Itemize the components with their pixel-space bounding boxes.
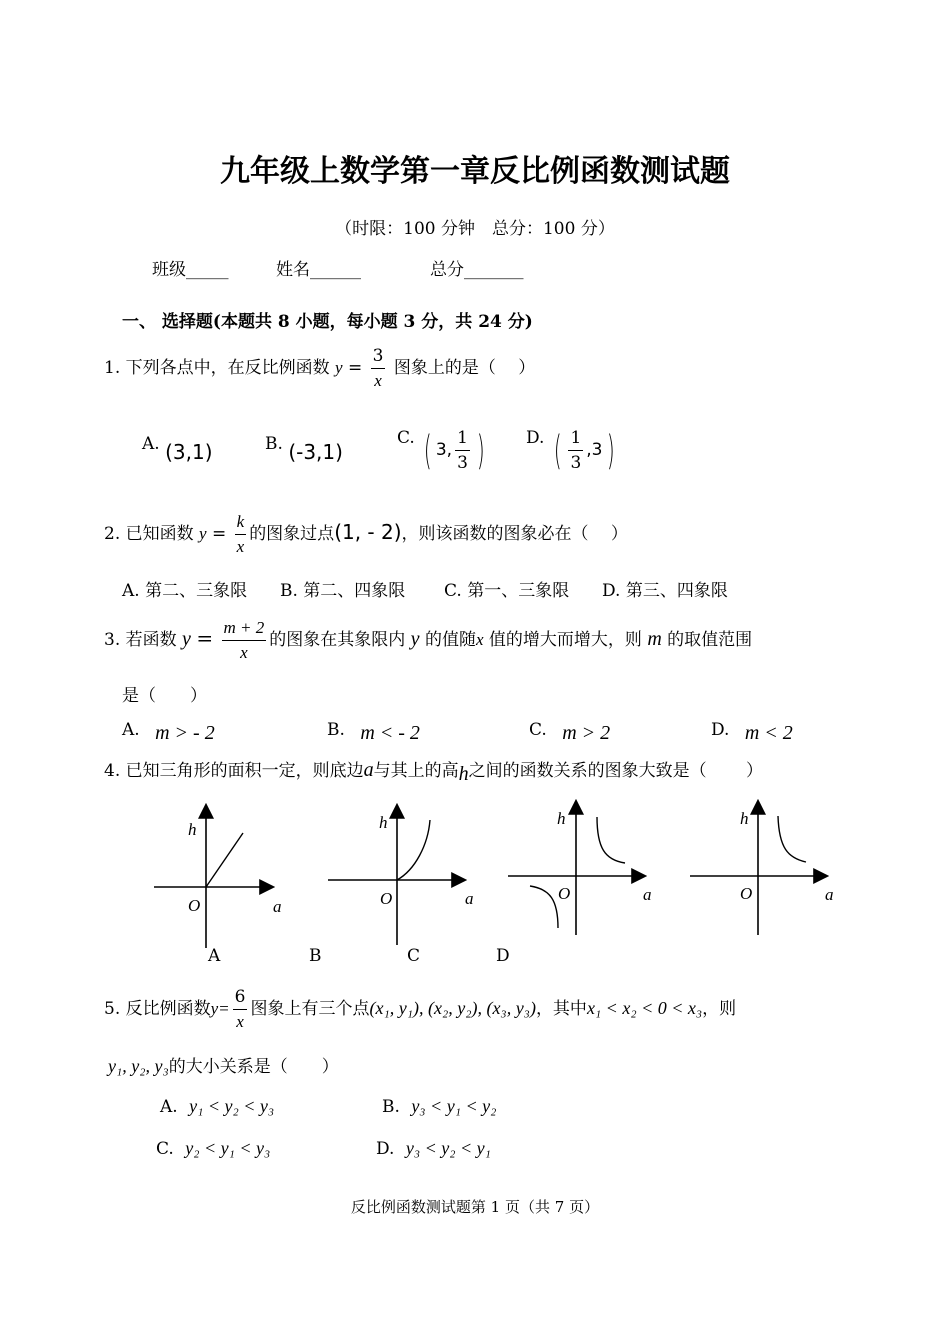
q3-func-y: y [182, 628, 191, 650]
q1-option-c-content: 3, [435, 440, 453, 460]
q2-stem-c: ，则该函数的图象必在（ ） [401, 524, 628, 544]
q1-option-c-frac-den: 3 [457, 453, 468, 473]
graph-d [690, 802, 834, 935]
q2-frac-den: x [236, 537, 245, 556]
score-field: 总分_______ [430, 260, 524, 280]
q5-option-a-label: A. [160, 1097, 178, 1117]
q5-option-b [382, 1096, 496, 1117]
section-heading: 一、 选择题(本题共 8 小题，每小题 3 分，共 24 分) [122, 312, 533, 332]
graph-c-a-label: a [643, 885, 652, 904]
q1-func-eq: = [347, 358, 363, 378]
graph-a-curve [206, 833, 243, 887]
q1-option-c [397, 424, 489, 477]
q5-points: (x₁, y₁), (x₂, y₂), (x₃, y₃) [369, 998, 536, 1018]
q1-fraction [371, 344, 386, 393]
q1-option-d-content: ,3 [586, 440, 603, 460]
exam-info: （时限：100 分钟 总分：100 分） [335, 219, 615, 239]
q2-point: (1, - 2) [334, 520, 402, 544]
question-2 [104, 508, 628, 559]
q4-graphs [0, 790, 950, 980]
question-1 [104, 344, 535, 393]
q1-option-a [142, 430, 213, 464]
q5-option-d [376, 1138, 491, 1159]
q3-option-c-content: m > 2 [562, 722, 611, 744]
graph-c-h-label: h [557, 809, 566, 828]
graph-d-h-label: h [740, 809, 749, 828]
q3-option-d-content: m < 2 [744, 722, 793, 744]
q1-option-a-content: (3,1) [165, 440, 213, 464]
q2-frac-num: k [235, 510, 247, 535]
q4-var-a: a [363, 759, 374, 781]
q5-option-d-label: D. [376, 1139, 395, 1159]
q1-frac-num: 3 [371, 344, 386, 369]
q5-fraction [233, 985, 248, 1034]
graph-d-name: D [496, 946, 510, 966]
q5-stem-b: 图象上有三个点 [250, 999, 370, 1019]
graph-c-curve-2 [530, 886, 558, 928]
q3-option-c [529, 718, 611, 744]
q5-option-d-content: y₃ < y₂ < y₁ [405, 1138, 491, 1158]
name-field: 姓名______ [276, 260, 361, 280]
q3-stem-c: 的值随 [424, 630, 476, 650]
q5-option-c-content: y₂ < y₁ < y₃ [185, 1138, 271, 1158]
question-5 [104, 984, 736, 1034]
graph-b-name: B [309, 946, 322, 966]
q1-option-b-content: (-3,1) [288, 440, 343, 464]
graph-c-name: C [407, 946, 421, 966]
q2-func-y: y [199, 524, 207, 543]
graph-c-origin-label: O [558, 884, 571, 903]
q3-option-b-content: m < - 2 [360, 722, 420, 744]
q5-stem-line2 [108, 1052, 339, 1077]
q3-var-y: y [410, 628, 420, 650]
graph-d-curve [778, 816, 806, 862]
q5-stem-d: ，则 [702, 999, 737, 1019]
page-title: 九年级上数学第一章反比例函数测试题 [220, 154, 730, 189]
q2-func-eq: = [211, 524, 227, 544]
q1-frac-den: x [374, 371, 382, 390]
q5-stem-c: ，其中 [535, 999, 587, 1019]
q3-stem-d: 值的增大而增大，则 [488, 630, 642, 650]
question-4 [104, 756, 764, 785]
q1-option-b [265, 430, 343, 464]
q3-stem-b: 的图象在其象限内 [269, 630, 406, 650]
q3-stem-e: 的取值范围 [667, 630, 753, 650]
graph-a-h-label: h [188, 820, 197, 839]
q5-func: y= [210, 999, 230, 1018]
q3-fraction [222, 616, 267, 665]
q3-option-a-content: m > - 2 [155, 722, 215, 744]
q5-line2-vars: y₁, y₂, y₃ [108, 1056, 169, 1076]
q4-stem-b: 与其上的高 [373, 761, 459, 781]
q2-stem-b: 的图象过点 [249, 524, 335, 544]
graph-b-a-label: a [465, 889, 474, 908]
q5-option-a-content: y₁ < y₂ < y₃ [189, 1096, 275, 1116]
graph-a [154, 806, 282, 948]
q1-option-c-frac-num: 1 [455, 426, 470, 451]
q5-condition: x₁ < x₂ < 0 < x₃ [586, 998, 703, 1018]
q3-option-b-label: B. [327, 720, 345, 740]
q2-option-c: C. 第一、三象限 [444, 581, 570, 601]
q2-option-a: A. 第二、三象限 [122, 581, 248, 601]
q2-option-b: B. 第二、四象限 [280, 581, 406, 601]
q3-frac-num: m + 2 [222, 616, 267, 641]
q4-var-h: h [458, 763, 469, 785]
graph-b-curve [397, 820, 430, 880]
q3-option-a [122, 718, 215, 744]
q5-option-c-label: C. [156, 1139, 174, 1159]
q1-option-c-lparen: ( [424, 427, 432, 474]
q1-option-d-frac-den: 3 [570, 453, 582, 473]
q2-option-d: D. 第三、四象限 [602, 581, 728, 601]
question-3 [104, 614, 752, 665]
q5-frac-den: x [236, 1012, 244, 1031]
q5-option-a [160, 1096, 274, 1117]
graph-d-a-label: a [825, 885, 834, 904]
q1-option-d-frac [568, 426, 583, 475]
q3-func-eq: = [196, 626, 214, 650]
q3-stem-line2: 是（ ） [122, 686, 207, 706]
q3-frac-den: x [240, 643, 248, 662]
q3-var-m: m [647, 628, 662, 650]
q3-stem-a: 3. 若函数 [104, 630, 177, 650]
q1-option-c-label: C. [397, 428, 415, 448]
q1-stem-a: 1. 下列各点中，在反比例函数 [104, 358, 330, 378]
q4-stem-a: 4. 已知三角形的面积一定，则底边 [104, 761, 364, 781]
q1-option-d-lparen: ( [553, 427, 562, 474]
q5-option-c [156, 1138, 270, 1159]
q1-option-b-label: B. [265, 434, 283, 454]
q1-option-a-label: A. [142, 434, 160, 454]
q5-stem-a: 5. 反比例函数 [104, 999, 211, 1019]
graph-b-origin-label: O [380, 889, 393, 908]
q4-stem-c: 之间的函数关系的图象大致是（ ） [468, 761, 764, 781]
graph-d-origin-label: O [740, 884, 753, 903]
graph-c-curve-1 [597, 817, 625, 863]
q3-option-b [327, 718, 420, 744]
q1-option-c-frac [455, 426, 470, 475]
q5-frac-num: 6 [233, 985, 248, 1010]
class-field: 班级_____ [152, 260, 229, 280]
q5-option-b-label: B. [382, 1097, 400, 1117]
q1-option-d [526, 424, 618, 477]
graph-c [508, 802, 652, 935]
q2-fraction [235, 510, 247, 559]
q1-stem-b: 图象上的是（ ） [393, 358, 536, 378]
q1-func-y: y [335, 358, 343, 377]
q2-stem-a: 2. 已知函数 [104, 524, 194, 544]
graph-a-a-label: a [273, 897, 282, 916]
page-footer: 反比例函数测试题第 1 页（共 7 页） [350, 1198, 600, 1216]
graph-b [328, 806, 474, 945]
q1-option-d-frac-num: 1 [568, 426, 583, 451]
q1-option-d-label: D. [526, 428, 545, 448]
graph-b-h-label: h [379, 813, 388, 832]
q3-option-a-label: A. [122, 720, 140, 740]
q3-option-c-label: C. [529, 720, 547, 740]
graph-a-origin-label: O [188, 896, 201, 915]
q5-line2-text: 的大小关系是（ ） [168, 1057, 339, 1077]
q3-option-d [711, 718, 793, 744]
q3-var-x: x [475, 630, 484, 649]
q3-option-d-label: D. [711, 720, 730, 740]
q1-option-c-rparen: ) [476, 427, 485, 474]
q5-option-b-content: y₃ < y₁ < y₂ [411, 1096, 497, 1116]
graph-a-name: A [208, 946, 221, 966]
q1-option-d-rparen: ) [606, 427, 615, 474]
